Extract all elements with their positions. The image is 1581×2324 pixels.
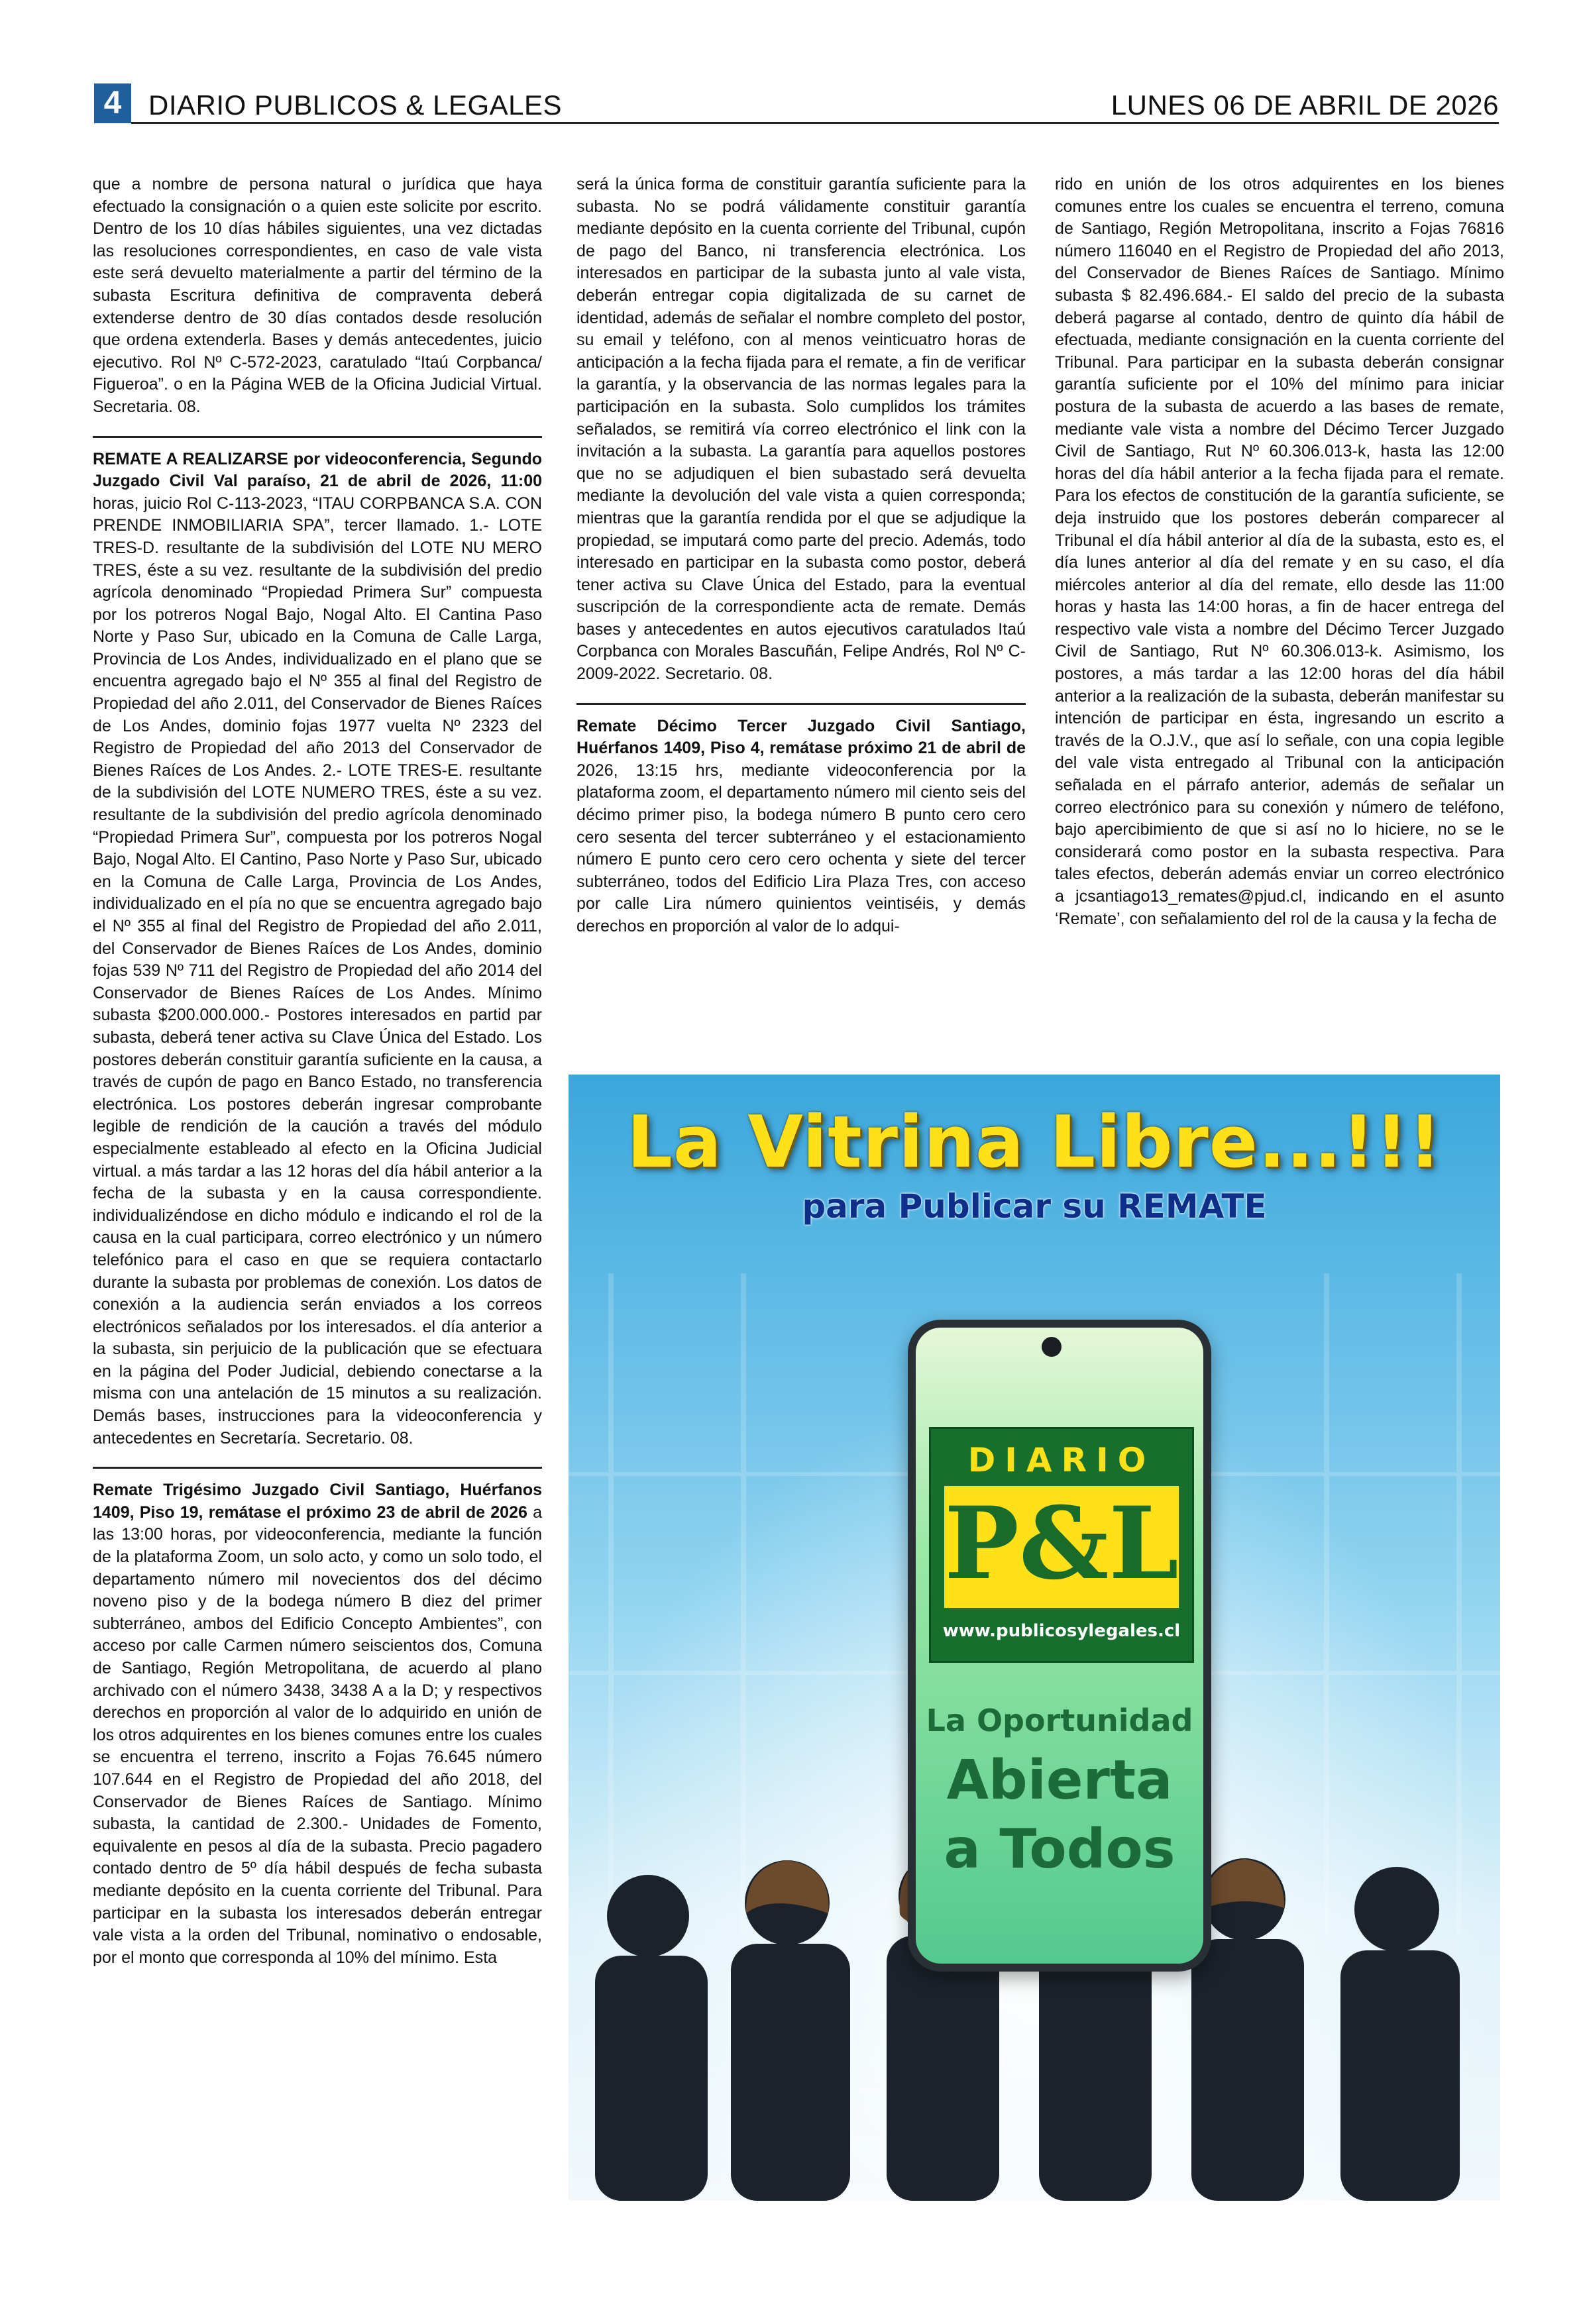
notice-divider (93, 436, 542, 438)
notice-remate-valparaiso (93, 449, 542, 1450)
notice-divider (576, 703, 1026, 705)
publication-date: LUNES 06 DE ABRIL DE 2026 (1111, 89, 1499, 121)
notice-lead: REMATE A REALIZARSE por videoconferencia, Segundo Juzgado Civil Val paraíso, 21 de abril de 2026, 11:00 (93, 449, 542, 491)
notice-continuation: será la única forma de constituir garantía suficiente para la subasta. No se podrá válidamente constituir garantía mediante depósito en la cuenta corriente del Tribunal, cupón de pago del Banco, ni transferencia electrónica. Los interesados en participar de la subasta junto al vale vista, deberán entregar copia digitalizada de su carnet de identidad, además de señalar el nombre completo del postor, su email y teléfono, con al menos veinticuatro horas de anticipación a la fecha fijada para el remate, a fin de verificar la garantía, y la observancia de las normas legales para la participación en la subasta. Solo cumplidos los trámites señalados, se remitirá vía correo electrónico el link con la invitación a la subasta. La garantía para aquellos postores que no se adjudiquen el bien subastado será devuelta mediante la devolución del vale vista a quien corresponda; mientras que la garantía rendida por el que se adjudique la propiedad, se imputará como parte del precio. Además, todo interesado en participar en la subasta como postor, deberá tener activa su Clave Única del Estado, para la eventual suscripción de la correspondiente acta de remate. Demás bases y antecedentes en autos ejecutivos caratulados Itaú Corpbanca con Morales Bascuñán, Felipe Andrés, Rol Nº C-2009-2022. Secretario. 08. (576, 175, 1026, 684)
notice-remate-trigesimo (93, 1479, 542, 1969)
tagline-line-1: La Oportunidad (926, 1703, 1193, 1738)
notice-body: a las 13:00 horas, por videoconferencia, mediante la función de la plataforma Zoom, un solo acto, y como un solo todo, el departamento número mil novecientos dos del décimo noveno piso y de la bodega número B diez del primer subterráneo, ambos del Edificio Concepto Ambientes”, con acceso por calle Carmen número seiscientos dos, Comuna de Santiago, Región Metropolitana, de acuerdo al plano archivado con el número 3438, 3438 A a la D; y respectivos derechos en proporción al valor de lo adquirido en unión de los otros adquirentes en los bienes comunes entre los cuales se encuentra el terreno, inscrito a Fojas 76.645 número 107.644 en el Registro de Propiedad del año 2018, del Conservador de Bienes Raíces de Santiago. Mínimo subasta, la cantidad de 2.300.- Unidades de Fomento, equivalente en pesos al día de la subasta. Precio pagadero contado dentro de 5º día hábil después de fecha subasta mediante depósito en la cuenta corriente del Tribunal. Para participar en la subasta los interesados deberán entregar vale vista a la orden del Tribunal, nominativo o endosable, por el monto que corresponda al 10% del mínimo. Esta (93, 1503, 542, 1967)
page-number: 4 (94, 83, 131, 123)
column-3 (1055, 174, 1504, 1022)
ad-title: La Vitrina Libre...!!! (627, 1101, 1442, 1184)
publication-name: DIARIO PUBLICOS & LEGALES (148, 89, 563, 121)
column-2 (576, 174, 1026, 1022)
notice-continuation: que a nombre de persona natural o jurídica que haya efectuado la consignación o a quien este solicite por escrito. Dentro de los 10 días hábiles siguientes, una vez dictadas las resoluciones correspondientes, en caso de vale vista este será devuelto materialmente a partir del término de la subasta Escritura definitiva de compraventa deberá extenderse dentro de 30 días contados desde resolución que ordena extenderla. Bases y demás antecedentes, juicio ejecutivo. Rol Nº C-572-2023, caratulado “Itaú Corpbanca/ Figueroa”. o en la Página WEB de la Oficina Judicial Virtual. Secretaria. 08. (93, 175, 542, 416)
tagline-line-2: Abierta (946, 1749, 1173, 1812)
diario-pl-logo (929, 1427, 1194, 1663)
notice-body: horas, juicio Rol C-113-2023, “ITAU CORPBANCA S.A. CON PRENDE INMOBILIARIA SPA”, tercer llamado. 1.- LOTE TRES-D. resultante de la subdivisión del LOTE NU MERO TRES, éste a su vez. resultante de la subdivisión del predio agrícola denominado “Propiedad Primera Sur” compuesta por los potreros Nogal Bajo, Nogal Alto. El Cantina Paso Norte y Paso Sur, ubicado en la Comuna de Calle Larga, Provincia de Los Andes, individualizado en el plano que se encuentra agregado bajo el Nº 355 al final del Registro de Propiedad del año 2.011, del Conservador de Bienes Raíces de Los Andes, dominio fojas 1977 vuelta Nº 2323 del Registro de Propiedad del año 2013 del Conservador de Bienes Raíces de Los Andes. 2.- LOTE TRES-E. resultante de la subdivisión del LOTE NUMERO TRES, éste a su vez. resultante de la subdivisión del predio agrícola denominado “Propiedad Primera Sur”, compuesta por los potreros Nogal Bajo, Nogal Alto. El Cantino, Paso Norte y Paso Sur, ubicado en la Comuna de Calle Larga, Provincia de Los Andes, individualizado en el pía no que se encuentra agregado bajo el Nº 355 al final del Registro de Propiedad del año 2.011, del Conservador de Bienes Raíces de Los Andes, dominio fojas 539 Nº 711 del Registro de Propiedad del año 2014 del Conservador de Bienes Raíces de Los Andes. Mínimo subasta $200.000.000.- Postores interesados en partid par subasta, deberá tener activa su Clave Única del Estado. Los postores deberán constituir garantía suficiente en la causa, a través de cupón de pago en Banco Estado, no transferencia electrónica. Los postores deberán ingresar comprobante legible de rendición de la caución a través del módulo especialmente estableado al efecto en la Oficina Judicial virtual. a más tardar a las 12 horas del día hábil anterior a la fecha de la subasta y en la causa correspondiente. individualizéndose en dicho módulo e indicando el rol de la causa en la cual participara, correo electrónico y un número telefónico para el caso en que se requiera contactarlo durante la subasta por problemas de conexión. Los datos de conexión a la audiencia serán enviados a los correos electrónicos señalados por los interesados. el día anterior a la subasta, sin perjuicio de la publicación que se efectuara en la página del Poder Judicial, debiendo conectarse a la misma con una antelación de 15 minutos a su realización. Demás bases, instrucciones para la videoconferencia y antecedentes en Secretaría. Secretario. 08. (93, 494, 542, 1448)
ad-subtitle: para Publicar su REMATE (802, 1187, 1267, 1226)
camera-icon (1042, 1337, 1062, 1357)
notice-lead: Remate Trigésimo Juzgado Civil Santiago, Huérfanos 1409, Piso 19, remátase el próximo 23 de abril de 2026 (93, 1481, 542, 1522)
page-header (94, 83, 1499, 123)
notice-remate-decimo-tercer (576, 715, 1026, 938)
header-rule (131, 122, 1499, 124)
notice-continuation: rido en unión de los otros adquirentes en los bienes comunes entre los cuales se encuentra el terreno, comuna de Santiago, Región Metropolitana, inscrito a Fojas 76816 número 116040 en el Registro de Propiedad del año 2013, del Conservador de Bienes Raíces de Santiago. Mínimo subasta $ 82.496.684.- El saldo del precio de la subasta deberá pagarse al contado, dentro de quinto día hábil de efectuada, mediante consignación en la cuenta corriente del Tribunal. Para participar en la subasta deberán consignar garantía suficiente por el 10% del mínimo para iniciar postura de la subasta de acuerdo a las bases de remate, mediante vale vista a nombre del Décimo Tercer Juzgado Civil de Santiago, Rut Nº 60.306.013-k, hasta las 12:00 horas del día hábil anterior a la fecha fijada para el remate. Para los efectos de constitución de la garantía suficiente, se deja instruido que los postores deberán comparecer al Tribunal el día hábil anterior al día de la subasta, esto es, el día lunes anterior al día del remate y en su caso, el día miércoles anterior al día del remate, ello desde las 11:00 horas y hasta las 14:00 horas, a fin de hacer entrega del respectivo vale vista a nombre del Décimo Tercer Juzgado Civil de Santiago, Rut Nº 60.306.013-k. Asimismo, los postores, a más tardar a las 12:00 horas del día hábil anterior a la realización de la subasta, deberán manifestar su intención de participar en ésta, ingresando un escrito a través de la O.J.V., que así lo señale, con una copia legible del vale vista entregado al Tribunal con la anticipación señalada en el párrafo anterior, además de señalar un correo electrónico para su conexión y número de teléfono, bajo apercibimiento de que si así no lo hiciere, no se le considerará como postor en la subasta respectiva. Para tales efectos, deberán además enviar un correo electrónico a jcsantiago13_remates@pjud.cl, indicando en el asunto ‘Remate’, con señalamiento del rol de la causa y la fecha de (1055, 175, 1504, 928)
notice-body: 2026, 13:15 hrs, mediante videoconferencia por la plataforma zoom, el departamento número mil ciento seis del décimo primer piso, la bodega número B punto cero cero cero sesenta del tercer subterráneo y el estacionamiento número E punto cero cero cero ochenta y siete del tercer subterráneo, todos del Edificio Lira Plaza Tres, con acceso por calle Lira número quinientos veintiséis, y demás derechos en proporción al valor de lo adqui- (576, 761, 1026, 935)
logo-pl-text: P&L (944, 1485, 1179, 1602)
advertisement-vitrina-libre (569, 1075, 1500, 2201)
tagline-line-3: a Todos (944, 1818, 1175, 1881)
notice-lead: Remate Décimo Tercer Juzgado Civil Santiago, Huérfanos 1409, Piso 4, remátase próximo 21 de abril de (576, 716, 1026, 758)
logo-diario-text: DIARIO (967, 1441, 1156, 1479)
column-1 (93, 174, 542, 1978)
smartphone-illustration (908, 1320, 1211, 1972)
logo-website: www.publicosylegales.cl (942, 1621, 1181, 1641)
notice-divider (93, 1467, 542, 1469)
